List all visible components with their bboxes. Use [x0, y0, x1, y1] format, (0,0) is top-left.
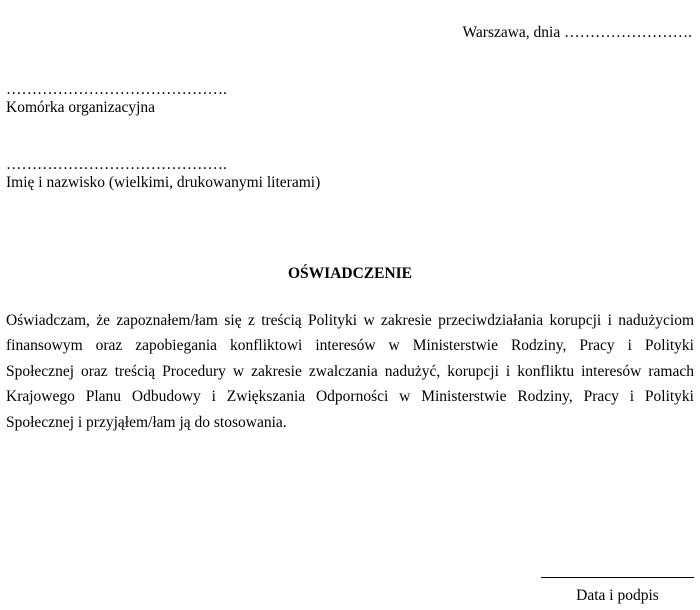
- place-date-line: Warszawa, dnia …………………….: [462, 24, 692, 41]
- organizational-unit-dots: …………………………………….: [6, 81, 227, 98]
- signature-line: [541, 577, 694, 578]
- full-name-label: Imię i nazwisko (wielkimi, drukowanymi literami): [6, 174, 321, 191]
- signature-label: Data i podpis: [576, 587, 659, 604]
- document-title: OŚWIADCZENIE: [287, 265, 413, 282]
- full-name-dots: …………………………………….: [6, 156, 227, 173]
- organizational-unit-label: Komórka organizacyjna: [6, 99, 156, 116]
- declaration-line: Społecznej oraz treścią Procedury w zakresie zwalczania nadużyć, korupcji i konfliktu interesów ramach: [6, 362, 694, 380]
- declaration-line: Społecznej i przyjąłem/łam ją do stosowania.: [6, 413, 287, 431]
- declaration-body: [6, 308, 694, 435]
- declaration-line: finansowym oraz zapobiegania konfliktowi interesów w Ministerstwie Rodziny, Pracy i Polityki: [6, 337, 694, 355]
- declaration-line: Krajowego Planu Odbudowy i Zwiększania Odporności w Ministerstwie Rodziny, Pracy i Polityki: [6, 388, 694, 406]
- declaration-line: Oświadczam, że zapoznałem/łam się z treścią Polityki w zakresie przeciwdziałania korupcji i nadużyciom: [6, 312, 694, 329]
